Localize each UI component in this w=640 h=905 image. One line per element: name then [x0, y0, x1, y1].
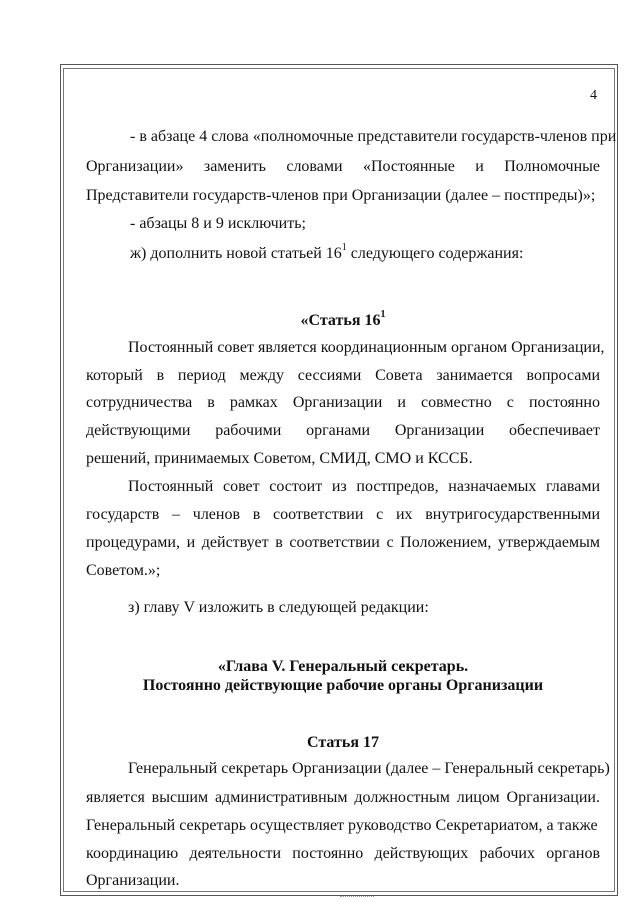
- paragraph-line-7: государств – членов в соответствии с их внутригосударственными: [86, 506, 600, 523]
- article-17-line-4: координацию деятельности постоянно действующих рабочих органов: [86, 845, 600, 862]
- paragraph-line-6: Постоянный совет состоит из постпредов, назначаемых главами: [128, 478, 600, 495]
- article-17-line-2: является высшим административным должностным лицом Организации.: [86, 789, 600, 806]
- chapter-heading-line-2: Постоянно действующие рабочие органы Организации: [142, 677, 544, 694]
- page-number: 4: [590, 88, 597, 103]
- bottom-dotted-mark: [340, 896, 374, 897]
- text-line-5-start: ж) дополнить новой статьей 16: [130, 245, 342, 262]
- paragraph-line-4: действующими рабочими органами Организации обеспечивает: [86, 422, 600, 439]
- article-17-line-5: Организации.: [86, 872, 180, 889]
- paragraph-line-1: Постоянный совет является координационным органом Организации,: [128, 339, 605, 356]
- paragraph-line-3: сотрудничества в рамках Организации и совместно с постоянно: [86, 394, 600, 411]
- article-heading-text: «Статья 16: [300, 312, 381, 329]
- article-17-line-1: Генеральный секретарь Организации (далее – Генеральный секретарь): [128, 760, 610, 777]
- article-heading-superscript: 1: [380, 308, 386, 320]
- paragraph-line-5: решений, принимаемых Советом, СМИД, СМО и КССБ.: [86, 450, 473, 467]
- superscript-1: 1: [341, 241, 347, 253]
- text-line-1: - в абзаце 4 слова «полномочные представители государств-членов при: [130, 128, 617, 145]
- article-17-line-3: Генеральный секретарь осуществляет руководство Секретариатом, а также: [86, 817, 598, 834]
- paragraph-line-8: процедурами, и действует в соответствии с Положением, утверждаемым: [86, 534, 600, 551]
- text-line-2: Организации» заменить словами «Постоянные и Полномочные: [86, 158, 600, 175]
- text-line-5-end: следующего содержания:: [346, 245, 524, 262]
- chapter-heading-line-1: «Глава V. Генеральный секретарь.: [217, 658, 469, 675]
- paragraph-line-10: з) главу V изложить в следующей редакции:: [128, 599, 429, 616]
- text-line-4: - абзацы 8 и 9 исключить;: [130, 215, 306, 232]
- text-line-5: [130, 241, 600, 264]
- article-heading-17: Статья 17: [307, 734, 379, 751]
- paragraph-line-2: который в период между сессиями Совета занимается вопросами: [86, 367, 600, 384]
- article-heading-16-1: [86, 308, 600, 331]
- paragraph-line-9: Советом.»;: [86, 562, 161, 579]
- text-line-3: Представители государств-членов при Организации (далее – постпреды)»;: [86, 187, 596, 204]
